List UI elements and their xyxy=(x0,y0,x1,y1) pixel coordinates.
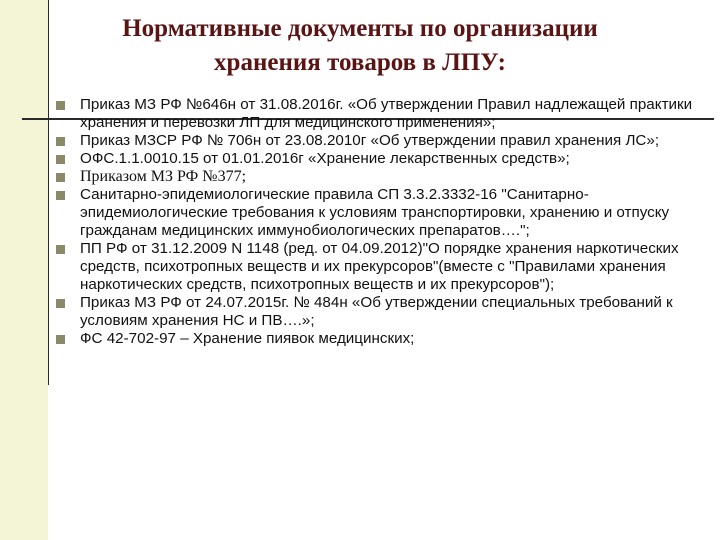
list-item xyxy=(54,168,712,186)
list-item-text: ПП РФ от 31.12.2009 N 1148 (ред. от 04.09.2012)"О порядке хранения наркотических средств, психотропных веществ и их прекурсоров"(вместе с "Правилами хранения наркотических средств, психотропных веществ и их прекурсоров"); xyxy=(80,240,679,293)
square-bullet-icon xyxy=(56,137,65,146)
list-item-text: Приказом МЗ РФ №377; xyxy=(80,168,247,185)
square-bullet-icon xyxy=(56,191,65,200)
list-item xyxy=(54,330,712,348)
list-item-text: ФС 42-702-97 – Хранение пиявок медицинских; xyxy=(80,330,415,347)
title-line-2: хранения товаров в ЛПУ: xyxy=(214,49,506,76)
vertical-divider xyxy=(48,0,49,385)
list-item xyxy=(54,240,712,294)
slide-title xyxy=(60,12,660,80)
list-item xyxy=(54,132,712,150)
list-item xyxy=(54,186,712,240)
left-decorative-band xyxy=(0,0,48,540)
documents-list xyxy=(54,96,712,348)
list-item-text: Приказ МЗ РФ №646н от 31.08.2016г. «Об утверждении Правил надлежащей практики хранения и перевозки ЛП для медицинского применения»; xyxy=(80,96,693,131)
list-item-text: ОФС.1.1.0010.15 от 01.01.2016г «Хранение лекарственных средств»; xyxy=(80,150,570,167)
square-bullet-icon xyxy=(56,173,65,182)
square-bullet-icon xyxy=(56,101,65,110)
list-item-text: Приказ МЗСР РФ № 706н от 23.08.2010г «Об утверждении правил хранения ЛС»; xyxy=(80,132,660,149)
list-item xyxy=(54,96,712,132)
list-item xyxy=(54,150,712,168)
square-bullet-icon xyxy=(56,245,65,254)
list-item-text: Приказ МЗ РФ от 24.07.2015г. № 484н «Об утверждении специальных требований к условиям хранения НС и ПВ….»; xyxy=(80,294,673,329)
square-bullet-icon xyxy=(56,335,65,344)
title-line-1: Нормативные документы по организации xyxy=(122,15,598,42)
square-bullet-icon xyxy=(56,155,65,164)
list-item-text: Санитарно-эпидемиологические правила СП 3.3.2.3332-16 "Санитарно-эпидемиологические требования к условиям транспортировки, хранению и отпуску гражданам медицинских иммунобиологических препаратов…."; xyxy=(80,186,670,239)
square-bullet-icon xyxy=(56,299,65,308)
list-item xyxy=(54,294,712,330)
